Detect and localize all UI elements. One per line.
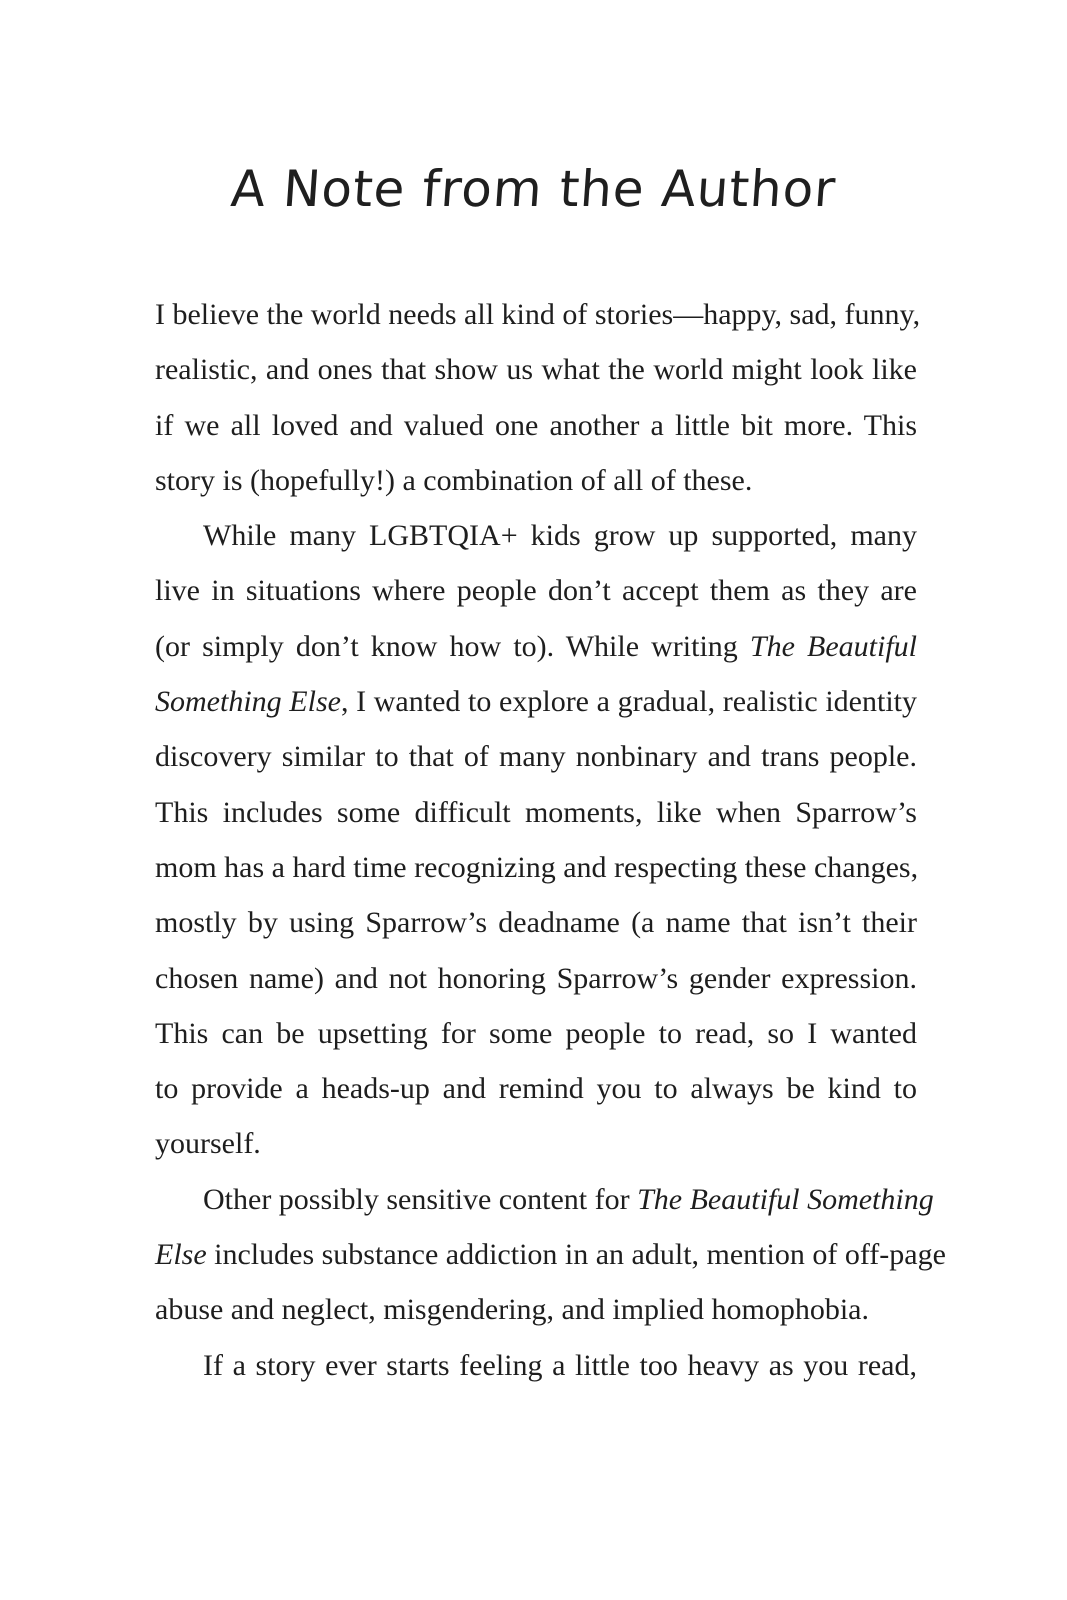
text-segment: live in situations where people don’t accept them as they are (155, 574, 917, 608)
note-body (155, 287, 946, 1393)
text-segment: abuse and neglect, misgendering, and implied homophobia. (155, 1293, 869, 1327)
text-segment: story is (hopefully!) a combination of all of these. (155, 463, 753, 497)
paragraph (155, 1172, 946, 1338)
text-segment: If a story ever starts feeling a little too heavy as you read, (203, 1348, 917, 1382)
text-segment: includes substance addiction in an adult, mention of off-page (206, 1238, 946, 1272)
text-line (155, 785, 917, 840)
text-segment: This includes some difficult moments, like when Sparrow’s (155, 795, 917, 829)
text-line (155, 1006, 917, 1061)
text-segment: mom has a hard time recognizing and respecting these changes, (155, 850, 919, 884)
text-line (155, 287, 921, 342)
text-segment: , I wanted to explore a gradual, realistic identity (340, 685, 917, 719)
text-segment: yourself. (155, 1127, 261, 1161)
text-line (155, 453, 917, 508)
book-title-italic: The Beautiful (749, 629, 917, 663)
text-line (155, 1116, 917, 1171)
text-segment: While many LGBTQIA+ kids grow up supported, many (203, 519, 917, 553)
text-segment: if we all loved and valued one another a little bit more. This (155, 408, 917, 442)
text-line (155, 563, 917, 618)
text-line (155, 619, 917, 674)
text-line (155, 398, 917, 453)
text-line (155, 840, 917, 895)
paragraph (155, 1338, 917, 1393)
book-title-italic: The Beautiful Something (637, 1182, 934, 1216)
text-segment: I believe the world needs all kind of stories—happy, sad, funny, (155, 298, 921, 331)
paragraph (155, 287, 921, 508)
text-line (155, 1282, 917, 1337)
book-title-italic: Something Else (155, 685, 341, 719)
text-segment: (or simply don’t know how to). While writing (155, 629, 750, 663)
text-segment: realistic, and ones that show us what the world might look like (155, 353, 917, 387)
text-line (155, 674, 917, 729)
page-title: A Note from the Author (229, 160, 838, 218)
text-segment: to provide a heads-up and remind you to always be kind to (155, 1072, 917, 1106)
text-line (155, 508, 917, 563)
book-title-italic: Else (155, 1238, 207, 1272)
text-line (155, 951, 917, 1006)
text-line (155, 1227, 946, 1282)
text-segment: chosen name) and not honoring Sparrow’s gender expression. (155, 961, 917, 995)
text-line (155, 729, 917, 784)
text-segment: Other possibly sensitive content for (203, 1182, 638, 1216)
text-segment: discovery similar to that of many nonbinary and trans people. (155, 740, 917, 774)
text-segment: mostly by using Sparrow’s deadname (a name that isn’t their (155, 906, 917, 940)
text-line (155, 342, 917, 397)
paragraph (155, 508, 917, 1172)
text-line (155, 895, 917, 950)
text-line (155, 1172, 934, 1227)
text-segment: This can be upsetting for some people to read, so I wanted (155, 1016, 917, 1050)
text-line (155, 1338, 917, 1393)
text-line (155, 1061, 917, 1116)
